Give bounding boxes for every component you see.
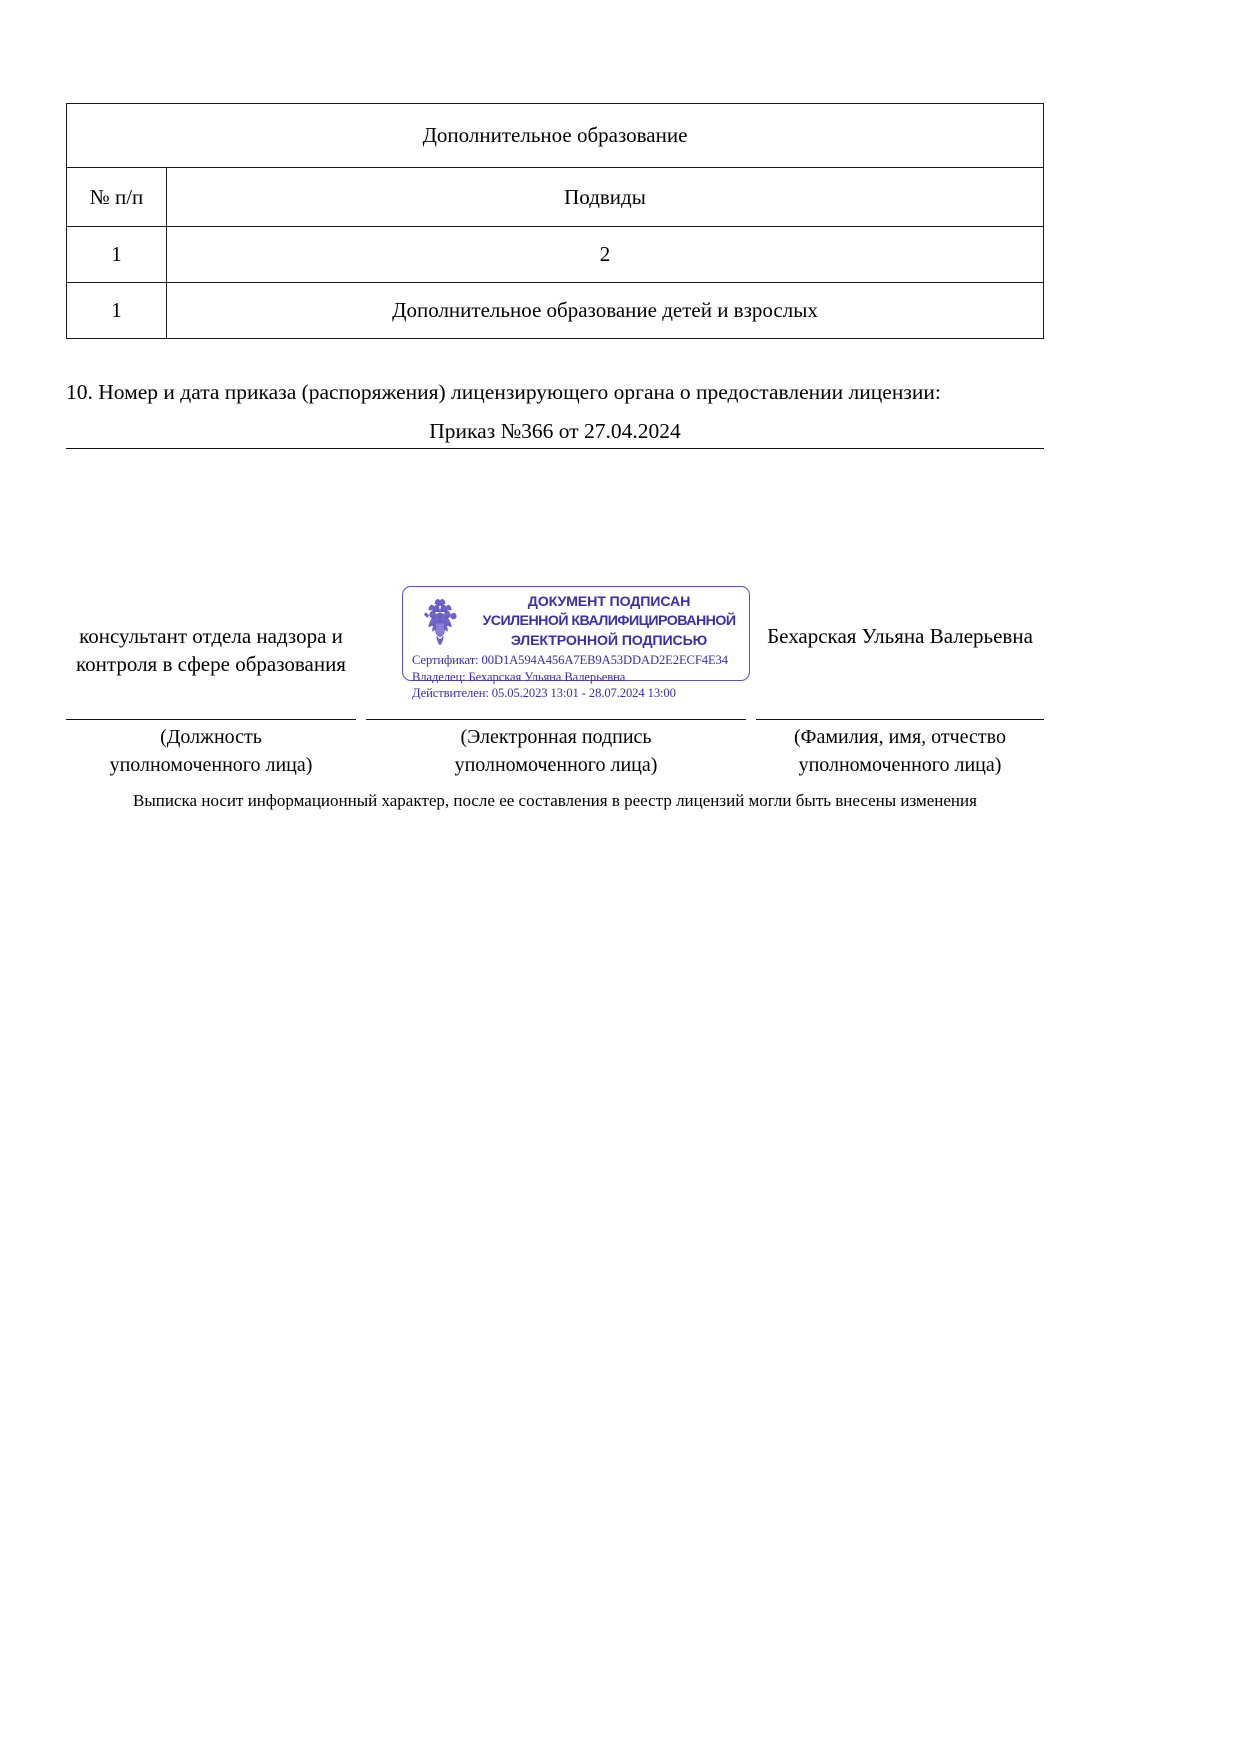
stamp-heading (473, 593, 745, 651)
clause-10-label: 10. Номер и дата приказа (распоряжения) лицензирующего органа о предоставлении лицензии: (66, 380, 941, 404)
caption-name-line1: (Фамилия, имя, отчество (794, 726, 1006, 748)
stamp-details (412, 652, 748, 702)
table-header-subtypes: Подвиды (167, 168, 1044, 227)
stamp-validity: Действителен: 05.05.2023 13:01 - 28.07.2024 13:00 (412, 686, 676, 701)
signatory-full-name: Бехарская Ульяна Валерьевна (767, 624, 1033, 648)
caption-name (756, 723, 1044, 780)
signature-rule-position (66, 719, 356, 720)
table-row-header (67, 168, 1044, 227)
stamp-heading-line2: УСИЛЕННОЙ КВАЛИФИЦИРОВАННОЙ (482, 613, 736, 630)
caption-esign-line1: (Электронная подпись (460, 726, 652, 748)
electronic-signature-stamp (402, 586, 750, 701)
caption-position-line1: (Должность (160, 726, 262, 748)
signature-rule-name (756, 719, 1044, 720)
table-header-num: № п/п (67, 168, 167, 227)
table-title-cell: Дополнительное образование (67, 104, 1044, 168)
order-underline (66, 448, 1044, 449)
caption-position (66, 723, 356, 780)
table-row-title (67, 104, 1044, 168)
table-index-col1: 1 (67, 227, 167, 283)
table-cell-number: 1 (67, 283, 167, 339)
subtypes-table (66, 103, 1044, 339)
caption-esign-line2: уполномоченного лица) (454, 754, 658, 777)
signature-rule-esign (366, 719, 746, 720)
stamp-heading-line1: ДОКУМЕНТ ПОДПИСАН (527, 594, 691, 610)
stamp-heading-line3: ЭЛЕКТРОННОЙ ПОДПИСЬЮ (510, 632, 708, 649)
table-index-col2: 2 (167, 227, 1044, 283)
stamp-certificate: Сертификат: 00D1A594A456A7EB9A53DDAD2E2ECF4E34 (412, 653, 728, 667)
caption-esign (366, 723, 746, 780)
caption-position-line2: уполномоченного лица) (109, 754, 313, 777)
caption-name-line2: уполномоченного лица) (798, 754, 1002, 777)
order-number-and-date: Приказ №366 от 27.04.2024 (429, 419, 681, 443)
signatory-position: консультант отдела надзора и контроля в сфере образования (76, 624, 346, 677)
stamp-owner: Владелец: Бехарская Ульяна Валерьевна (412, 669, 626, 684)
table-cell-subtype: Дополнительное образование детей и взрослых (167, 283, 1044, 339)
informational-disclaimer: Выписка носит информационный характер, после ее составления в реестр лицензий могли быть внесены изменения (133, 791, 977, 810)
russian-coat-of-arms-icon (412, 596, 468, 652)
table-row (67, 283, 1044, 339)
table-row-index (67, 227, 1044, 283)
